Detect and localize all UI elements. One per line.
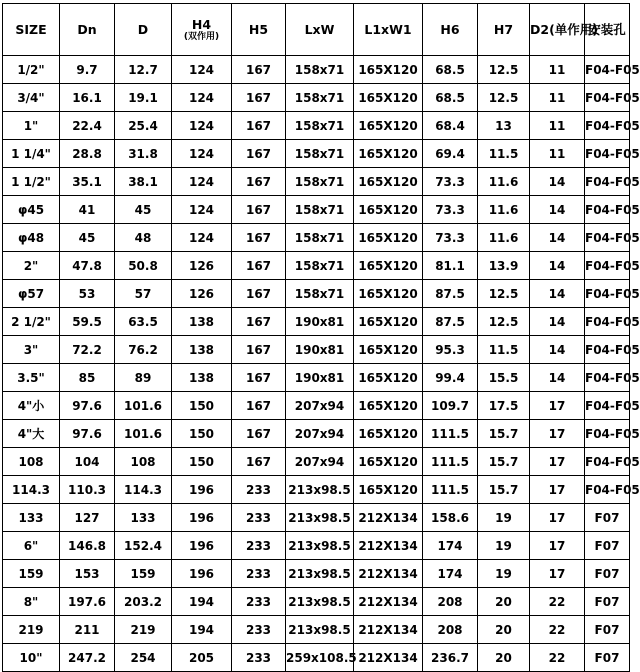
header-row [3,4,630,56]
table-cell: 3" [3,336,60,364]
table-cell: F07 [585,504,630,532]
table-cell: 126 [172,252,232,280]
table-cell: 12.5 [478,84,530,112]
table-cell: 13 [478,112,530,140]
table-cell: 190x81 [286,336,354,364]
table-cell: F04-F05 [585,420,630,448]
column-header [172,4,232,56]
table-cell: 72.2 [60,336,115,364]
table-cell: 167 [232,196,286,224]
table-cell: F07 [585,644,630,672]
table-cell: 2" [3,252,60,280]
table-cell: 8" [3,588,60,616]
table-cell: 167 [232,140,286,168]
table-cell: 17 [530,476,585,504]
table-cell: 111.5 [423,448,478,476]
table-cell: 12.7 [115,56,172,84]
table-cell: 167 [232,252,286,280]
column-header [286,4,354,56]
table-cell: 109.7 [423,392,478,420]
column-header [478,4,530,56]
table-cell: 87.5 [423,308,478,336]
table-cell: 85 [60,364,115,392]
table-cell: 254 [115,644,172,672]
table-row [3,420,630,448]
table-cell: 233 [232,476,286,504]
table-cell: 165X120 [354,364,423,392]
table-cell: 114.3 [3,476,60,504]
table-cell: 16.1 [60,84,115,112]
column-header [3,4,60,56]
table-cell: 165X120 [354,280,423,308]
table-cell: 165X120 [354,224,423,252]
table-cell: 212X134 [354,504,423,532]
table-cell: 19.1 [115,84,172,112]
table-cell: 14 [530,308,585,336]
table-cell: 111.5 [423,420,478,448]
table-cell: φ45 [3,196,60,224]
table-cell: 159 [3,560,60,588]
table-row [3,560,630,588]
table-cell: 203.2 [115,588,172,616]
table-cell: 3.5" [3,364,60,392]
table-cell: 97.6 [60,420,115,448]
table-cell: F04-F05 [585,196,630,224]
table-cell: 2 1/2" [3,308,60,336]
table-cell: 87.5 [423,280,478,308]
table-cell: 17 [530,532,585,560]
table-cell: 165X120 [354,252,423,280]
table-cell: 68.4 [423,112,478,140]
table-cell: 20 [478,588,530,616]
table-row [3,56,630,84]
table-cell: 196 [172,504,232,532]
table-cell: 11.6 [478,224,530,252]
table-cell: 111.5 [423,476,478,504]
table-cell: 138 [172,336,232,364]
table-row [3,616,630,644]
table-cell: 150 [172,420,232,448]
table-cell: 101.6 [115,392,172,420]
table-cell: 45 [60,224,115,252]
table-cell: 219 [115,616,172,644]
table-cell: 14 [530,224,585,252]
table-row [3,392,630,420]
table-cell: 68.5 [423,84,478,112]
table-cell: 126 [172,280,232,308]
table-cell: 17.5 [478,392,530,420]
table-cell: 11.6 [478,196,530,224]
table-cell: 150 [172,448,232,476]
table-cell: F04-F05 [585,252,630,280]
table-cell: 167 [232,448,286,476]
table-cell: 124 [172,140,232,168]
table-cell: 11 [530,112,585,140]
table-cell: 19 [478,504,530,532]
table-cell: 101.6 [115,420,172,448]
column-header [423,4,478,56]
table-row [3,280,630,308]
table-row [3,588,630,616]
table-cell: 212X134 [354,532,423,560]
table-row [3,336,630,364]
table-cell: 165X120 [354,56,423,84]
table-cell: 212X134 [354,616,423,644]
table-cell: 124 [172,56,232,84]
table-cell: 3/4" [3,84,60,112]
table-cell: 11.6 [478,168,530,196]
table-cell: 233 [232,532,286,560]
column-header [530,4,598,56]
table-cell: 165X120 [354,476,423,504]
table-cell: 212X134 [354,644,423,672]
table-cell: 22 [530,588,585,616]
table-cell: F04-F05 [585,308,630,336]
table-cell: 73.3 [423,224,478,252]
table-cell: 165X120 [354,140,423,168]
table-cell: 153 [60,560,115,588]
table-cell: 158.6 [423,504,478,532]
table-cell: 1 1/4" [3,140,60,168]
column-header [354,4,423,56]
table-cell: 57 [115,280,172,308]
table-cell: 213x98.5 [286,588,354,616]
table-cell: 150 [172,392,232,420]
table-cell: 212X134 [354,588,423,616]
table-cell: 133 [115,504,172,532]
table-cell: 167 [232,336,286,364]
table-cell: 208 [423,616,478,644]
table-cell: 236.7 [423,644,478,672]
table-cell: 1" [3,112,60,140]
table-cell: 212X134 [354,560,423,588]
table-cell: 124 [172,196,232,224]
table-cell: 207x94 [286,448,354,476]
column-header [60,4,115,56]
table-cell: 89 [115,364,172,392]
table-cell: 205 [172,644,232,672]
table-cell: 133 [3,504,60,532]
table-cell: 167 [232,392,286,420]
column-header [585,4,630,56]
table-cell: 13.9 [478,252,530,280]
table-cell: 165X120 [354,112,423,140]
table-cell: 167 [232,308,286,336]
table-cell: φ57 [3,280,60,308]
table-row [3,644,630,672]
table-cell: 165X120 [354,448,423,476]
table-cell: 97.6 [60,392,115,420]
table-cell: 138 [172,308,232,336]
table-cell: 196 [172,560,232,588]
table-cell: 138 [172,364,232,392]
table-cell: 158x71 [286,224,354,252]
table-cell: 31.8 [115,140,172,168]
table-cell: F04-F05 [585,448,630,476]
table-cell: 165X120 [354,336,423,364]
table-cell: 11.5 [478,336,530,364]
table-cell: 11.5 [478,140,530,168]
table-cell: 22 [530,644,585,672]
table-cell: F07 [585,616,630,644]
table-cell: 15.7 [478,420,530,448]
column-header-label: 安装孔 [588,22,626,37]
table-cell: 59.5 [60,308,115,336]
table-cell: 14 [530,336,585,364]
table-row [3,112,630,140]
table-cell: F07 [585,588,630,616]
table-cell: 167 [232,84,286,112]
table-cell: 1 1/2" [3,168,60,196]
table-cell: F04-F05 [585,56,630,84]
column-header-label: D2(单作用) [530,22,598,37]
table-cell: 233 [232,644,286,672]
table-cell: 48 [115,224,172,252]
table-cell: 146.8 [60,532,115,560]
table-cell: 190x81 [286,364,354,392]
table-cell: 9.7 [60,56,115,84]
column-header-label: Dn [77,22,97,37]
table-row [3,448,630,476]
table-cell: 259x108.5 [286,644,354,672]
table-body [3,56,640,672]
table-cell: 165X120 [354,84,423,112]
table-cell: 19 [478,560,530,588]
table-cell: 124 [172,224,232,252]
table-cell: 233 [232,588,286,616]
table-cell: 17 [530,420,585,448]
table-cell: 1/2" [3,56,60,84]
column-header-label: H4 [191,17,212,32]
column-header-label: H7 [493,22,514,37]
column-header-label: D [137,22,149,37]
table-cell: 190x81 [286,308,354,336]
table-row [3,140,630,168]
table-cell: F04-F05 [585,224,630,252]
table-cell: 124 [172,168,232,196]
table-cell: φ48 [3,224,60,252]
table-cell: 11 [530,56,585,84]
table-cell: 165X120 [354,168,423,196]
table-cell: 167 [232,364,286,392]
table-cell: 152.4 [115,532,172,560]
table-cell: F07 [585,532,630,560]
table-cell: 211 [60,616,115,644]
table-cell: F04-F05 [585,336,630,364]
table-cell: 165X120 [354,392,423,420]
table-cell: 213x98.5 [286,616,354,644]
table-cell: 108 [115,448,172,476]
table-cell: 233 [232,616,286,644]
table-cell: 81.1 [423,252,478,280]
table-cell: 174 [423,560,478,588]
table-cell: 22 [530,616,585,644]
table-cell: 167 [232,168,286,196]
table-cell: 174 [423,532,478,560]
table-cell: 110.3 [60,476,115,504]
table-cell: F04-F05 [585,476,630,504]
table-row [3,364,630,392]
table-cell: 167 [232,112,286,140]
table-cell: F04-F05 [585,84,630,112]
table-cell: 167 [232,280,286,308]
table-cell: 22.4 [60,112,115,140]
dimension-table [2,3,640,672]
table-cell: 14 [530,364,585,392]
column-header-label: H5 [248,22,269,37]
table-cell: 207x94 [286,392,354,420]
table-cell: 167 [232,420,286,448]
column-header-label: LxW [304,22,335,37]
table-cell: 165X120 [354,196,423,224]
table-cell: 167 [232,56,286,84]
table-cell: 63.5 [115,308,172,336]
table-cell: 14 [530,280,585,308]
table-cell: 194 [172,588,232,616]
table-cell: F04-F05 [585,112,630,140]
column-header [115,4,172,56]
table-row [3,168,630,196]
table-cell: 159 [115,560,172,588]
table-cell: 95.3 [423,336,478,364]
table-cell: 233 [232,560,286,588]
table-cell: 50.8 [115,252,172,280]
table-cell: 167 [232,224,286,252]
column-header-sublabel: (双作用) [183,32,220,42]
column-header-label: H6 [440,22,460,37]
table-cell: 28.8 [60,140,115,168]
table-cell: 41 [60,196,115,224]
table-cell: 108 [3,448,60,476]
table-cell: 14 [530,252,585,280]
table-cell: 69.4 [423,140,478,168]
table-cell: 213x98.5 [286,560,354,588]
table-cell: 114.3 [115,476,172,504]
table-cell: 158x71 [286,112,354,140]
table-cell: 194 [172,616,232,644]
table-cell: 73.3 [423,168,478,196]
table-cell: 12.5 [478,308,530,336]
table-cell: 17 [530,560,585,588]
table-cell: 73.3 [423,196,478,224]
table-cell: 76.2 [115,336,172,364]
table-cell: 124 [172,112,232,140]
table-cell: 15.7 [478,448,530,476]
table-row [3,532,630,560]
table-cell: 104 [60,448,115,476]
column-header [232,4,286,56]
table-cell: 4"大 [3,420,60,448]
table-cell: 12.5 [478,56,530,84]
table-cell: 25.4 [115,112,172,140]
table-cell: 47.8 [60,252,115,280]
table-cell: 14 [530,196,585,224]
table-cell: F07 [585,560,630,588]
table-cell: F04-F05 [585,168,630,196]
table-cell: 165X120 [354,420,423,448]
table-cell: 11 [530,140,585,168]
table-cell: 6" [3,532,60,560]
table-cell: 14 [530,168,585,196]
table-cell: F04-F05 [585,392,630,420]
table-cell: 196 [172,532,232,560]
table-cell: 17 [530,392,585,420]
table-row [3,84,630,112]
table-cell: 35.1 [60,168,115,196]
table-row [3,224,630,252]
table-cell: 20 [478,616,530,644]
table-cell: 68.5 [423,56,478,84]
table-cell: 207x94 [286,420,354,448]
table-cell: 158x71 [286,196,354,224]
table-cell: 158x71 [286,252,354,280]
table-cell: 17 [530,448,585,476]
table-cell: 15.7 [478,476,530,504]
table-cell: 158x71 [286,56,354,84]
table-cell: 208 [423,588,478,616]
table-cell: 20 [478,644,530,672]
table-cell: 124 [172,84,232,112]
table-cell: F04-F05 [585,280,630,308]
table-cell: 158x71 [286,168,354,196]
table-row [3,476,630,504]
table-row [3,196,630,224]
table-cell: 196 [172,476,232,504]
table-cell: 38.1 [115,168,172,196]
table-cell: 10" [3,644,60,672]
table-cell: 15.5 [478,364,530,392]
table-cell: 158x71 [286,140,354,168]
table-cell: 213x98.5 [286,504,354,532]
table-cell: 213x98.5 [286,476,354,504]
column-header-label: SIZE [15,22,47,37]
table-cell: 233 [232,504,286,532]
table-row [3,308,630,336]
table-cell: 165X120 [354,308,423,336]
table-cell: 219 [3,616,60,644]
table-row [3,504,630,532]
table-cell: 213x98.5 [286,532,354,560]
table-cell: 127 [60,504,115,532]
table-cell: 45 [115,196,172,224]
table-cell: 158x71 [286,84,354,112]
table-cell: 197.6 [60,588,115,616]
table-cell: 53 [60,280,115,308]
table-cell: 12.5 [478,280,530,308]
table-cell: 4"小 [3,392,60,420]
table-cell: 99.4 [423,364,478,392]
table-cell: 247.2 [60,644,115,672]
table-cell: 158x71 [286,280,354,308]
table-row [3,252,630,280]
table-cell: F04-F05 [585,140,630,168]
table-cell: 11 [530,84,585,112]
column-header-label: L1xW1 [364,22,412,37]
table-cell: 19 [478,532,530,560]
table-cell: 17 [530,504,585,532]
table-cell: F04-F05 [585,364,630,392]
